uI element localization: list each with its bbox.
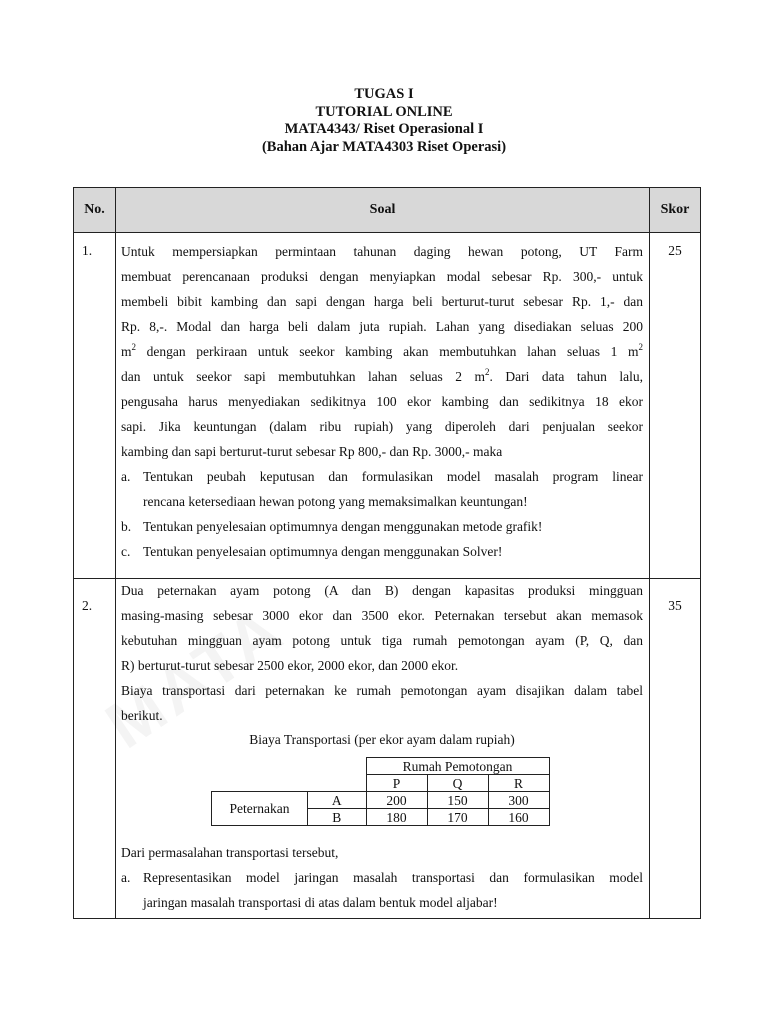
q1-text-fragment: m: [121, 344, 132, 359]
column-header-p: P: [366, 775, 427, 792]
cost-value: 170: [427, 809, 488, 826]
col-header-skor: [649, 187, 701, 233]
superscript: 2: [131, 342, 137, 352]
column-header-q: Q: [427, 775, 488, 792]
header-material: (Bahan Ajar MATA4303 Riset Operasi): [261, 138, 507, 155]
transport-cost-table: [211, 757, 550, 826]
question-2-number: 2.: [82, 598, 93, 613]
q1-line: sapi. Jika keuntungan (dalam ribu rupiah) yang diperoleh dari penjualan seekor: [121, 419, 643, 434]
col-header-no-label: No.: [84, 202, 105, 217]
question-1-text: [121, 239, 643, 564]
subquestion-line: jaringan masalah transportasi di atas dalam bentuk model aljabar!: [143, 895, 498, 910]
empty-cell: [212, 758, 308, 775]
q1-text-fragment: dengan perkiraan untuk seekor kambing akan membutuhkan lahan seluas 1 m: [136, 344, 639, 359]
q1-line: Untuk mempersiapkan permintaan tahunan daging hewan potong, UT Farm: [121, 244, 643, 259]
q2-line: Dari permasalahan transportasi tersebut,: [121, 845, 339, 860]
q1-line: [121, 339, 643, 364]
row-1-no-cell: [73, 232, 116, 579]
row-1-skor-cell: [649, 232, 701, 579]
subquestion-label: a.: [121, 870, 131, 885]
col-header-soal-label: Soal: [369, 202, 396, 217]
header-title: TUGAS I: [354, 86, 414, 102]
q1-line: kambing dan sapi berturut-turut sebesar Rp 800,- dan Rp. 3000,- maka: [121, 444, 503, 459]
q2-subquestion-a: [121, 865, 643, 915]
cost-value: 160: [488, 809, 549, 826]
q1-line: [121, 364, 643, 389]
q1-subquestion-a: [121, 464, 643, 514]
superscript: 2: [638, 342, 643, 352]
q1-line: Rp. 8,-. Modal dan harga beli dalam juta rupiah. Lahan yang disediakan seluas 200: [121, 319, 643, 334]
col-header-soal: [115, 187, 650, 233]
empty-cell: [308, 758, 367, 775]
cost-value: 150: [427, 792, 488, 809]
q1-subquestion-c: [121, 539, 643, 564]
q1-line: membeli bibit kambing dan sapi dengan harga beli berturut-turut sebesar Rp. 1,- dan: [121, 294, 643, 309]
subquestion-line: Tentukan peubah keputusan dan formulasikan model masalah program linear: [143, 469, 643, 484]
q2-line: R) berturut-turut sebesar 2500 ekor, 2000 ekor, dan 2000 ekor.: [121, 658, 459, 673]
subquestion-label: b.: [121, 519, 132, 534]
farm-label-b: B: [308, 809, 367, 826]
cost-value: 200: [366, 792, 427, 809]
col-header-skor-label: Skor: [660, 202, 690, 217]
farm-label-a: A: [308, 792, 367, 809]
row-2-skor-cell: [649, 578, 701, 919]
question-2-continuation: [121, 840, 643, 915]
empty-cell: [308, 775, 367, 792]
subquestion-label: c.: [121, 544, 131, 559]
cost-table-caption: Biaya Transportasi (per ekor ayam dalam rupiah): [249, 732, 515, 747]
cost-value: 300: [488, 792, 549, 809]
q2-line: masing-masing sebesar 3000 ekor dan 3500 ekor. Peternakan tersebut akan memasok: [121, 608, 643, 623]
row-group-peternakan: Peternakan: [212, 792, 308, 826]
subquestion-line: rencana ketersediaan hewan potong yang memaksimalkan keuntungan!: [143, 494, 528, 509]
row-2-no-cell: [73, 578, 116, 919]
q1-line: pengusaha harus menyediakan sedikitnya 100 ekor kambing dan sedikitnya 18 ekor: [121, 394, 643, 409]
q1-text-fragment: . Dari data tahun lalu,: [489, 369, 643, 384]
document-header: [0, 86, 768, 156]
question-1-score: 25: [668, 243, 682, 258]
superscript: 2: [485, 367, 490, 377]
subquestion-label: a.: [121, 469, 131, 484]
q1-subquestion-b: [121, 514, 643, 539]
q2-line: berikut.: [121, 708, 163, 723]
q1-line: membuat perencanaan produksi dengan menyiapkan modal sebesar Rp. 300,- untuk: [121, 269, 643, 284]
q2-line: kebutuhan mingguan ayam potong untuk tiga rumah pemotongan ayam (P, Q, dan: [121, 633, 643, 648]
col-header-no: [73, 187, 116, 233]
header-subtitle: TUTORIAL ONLINE: [315, 103, 453, 120]
q2-line: Dua peternakan ayam potong (A dan B) dengan kapasitas produksi mingguan: [121, 583, 643, 598]
q1-text-fragment: dan untuk seekor sapi membutuhkan lahan seluas 2 m: [121, 369, 485, 384]
question-2-text: [121, 578, 643, 728]
subquestion-line: Tentukan penyelesaian optimumnya dengan menggunakan Solver!: [143, 544, 503, 559]
question-1-number: 1.: [82, 243, 93, 258]
empty-cell: [212, 775, 308, 792]
header-course: MATA4343/ Riset Operasional I: [284, 121, 484, 137]
q2-line: Biaya transportasi dari peternakan ke rumah pemotongan ayam disajikan dalam tabel: [121, 683, 643, 698]
group-header-rumah-pemotongan: Rumah Pemotongan: [366, 758, 549, 775]
subquestion-line: Representasikan model jaringan masalah transportasi dan formulasikan model: [143, 870, 643, 885]
table-row: [212, 792, 550, 809]
question-2-score: 35: [668, 598, 682, 613]
cost-value: 180: [366, 809, 427, 826]
column-header-r: R: [488, 775, 549, 792]
subquestion-line: Tentukan penyelesaian optimumnya dengan menggunakan metode grafik!: [143, 519, 543, 534]
